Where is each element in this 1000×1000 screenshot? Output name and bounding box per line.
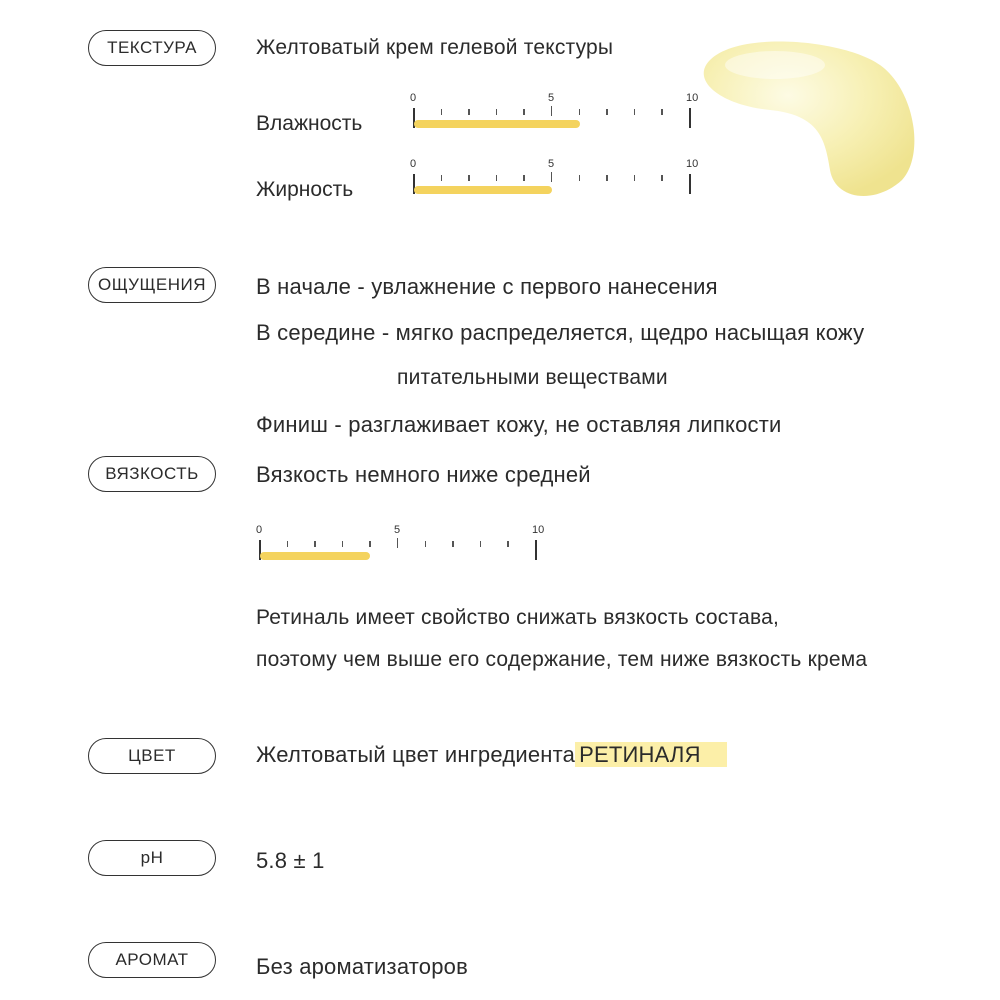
gauge-tick [468,109,469,115]
aroma-description: Без ароматизаторов [256,954,468,979]
viscosity-note-2: поэтому чем выше его содержание, тем ниже вязкость крема [256,648,868,671]
gauge-tick [480,541,481,547]
gauge-tick [441,109,442,115]
moisture-gauge [410,92,713,142]
gauge-tick-label: 10 [686,158,699,170]
color-description-text: Желтоватый цвет ингредиента [256,742,576,767]
gauge-tick [369,541,370,547]
moisture-label: Влажность [256,112,363,135]
gauge-tick [661,175,662,181]
feelings-line-middle: В середине - мягко распределяется, щедро насыщая кожу [256,320,865,345]
gauge-tick [314,541,315,547]
gauge-tick [579,175,580,181]
feelings-line-finish: Финиш - разглаживает кожу, не оставляя липкости [256,412,782,437]
feelings-line-middle-cont: питательными веществами [397,366,668,389]
oiliness-label: Жирность [256,178,354,201]
gauge-tick [579,109,580,115]
gauge-tick [551,172,552,182]
gauge-tick-label: 10 [686,92,699,104]
gauge-tick [661,109,662,115]
color-pill: ЦВЕТ [88,738,216,774]
gauge-tick [397,538,398,548]
gauge-tick-label: 5 [394,524,401,536]
feelings-line-start: В начале - увлажнение с первого нанесения [256,274,718,299]
gauge-tick-label: 5 [548,92,555,104]
gauge-tick-label: 0 [410,92,417,104]
color-description [256,742,727,768]
viscosity-note-1: Ретиналь имеет свойство снижать вязкость состава, [256,606,779,629]
gauge-tick-label: 0 [410,158,417,170]
gauge-tick-label: 10 [532,524,545,536]
feelings-pill: ОЩУЩЕНИЯ [88,267,216,303]
viscosity-pill: ВЯЗКОСТЬ [88,456,216,492]
texture-description: Желтоватый крем гелевой текстуры [256,36,614,59]
gauge-tick [634,175,635,181]
gauge-tick [551,106,552,116]
gauge-axis-end [535,540,537,560]
gauge-tick [523,175,524,181]
viscosity-description: Вязкость немного ниже средней [256,462,591,487]
gauge-tick [342,541,343,547]
gauge-fill [414,120,580,128]
gauge-tick [441,175,442,181]
aroma-pill: АРОМАТ [88,942,216,978]
cream-swatch-image [680,20,920,210]
gauge-tick [425,541,426,547]
ph-pill: pH [88,840,216,876]
gauge-tick [496,175,497,181]
ph-value: 5.8 ± 1 [256,848,325,873]
gauge-tick [452,541,453,547]
gauge-tick [496,109,497,115]
gauge-fill [260,552,370,560]
viscosity-gauge [256,524,559,574]
gauge-tick [468,175,469,181]
texture-pill: ТЕКСТУРА [88,30,216,66]
gauge-tick [287,541,288,547]
gauge-tick-label: 5 [548,158,555,170]
gauge-tick [606,175,607,181]
gauge-fill [414,186,552,194]
gauge-tick [507,541,508,547]
gauge-tick [634,109,635,115]
gauge-tick [523,109,524,115]
gauge-tick-label: 0 [256,524,263,536]
retinal-highlight: РЕТИНАЛЯ [575,742,727,767]
gauge-tick [606,109,607,115]
oiliness-gauge [410,158,713,208]
